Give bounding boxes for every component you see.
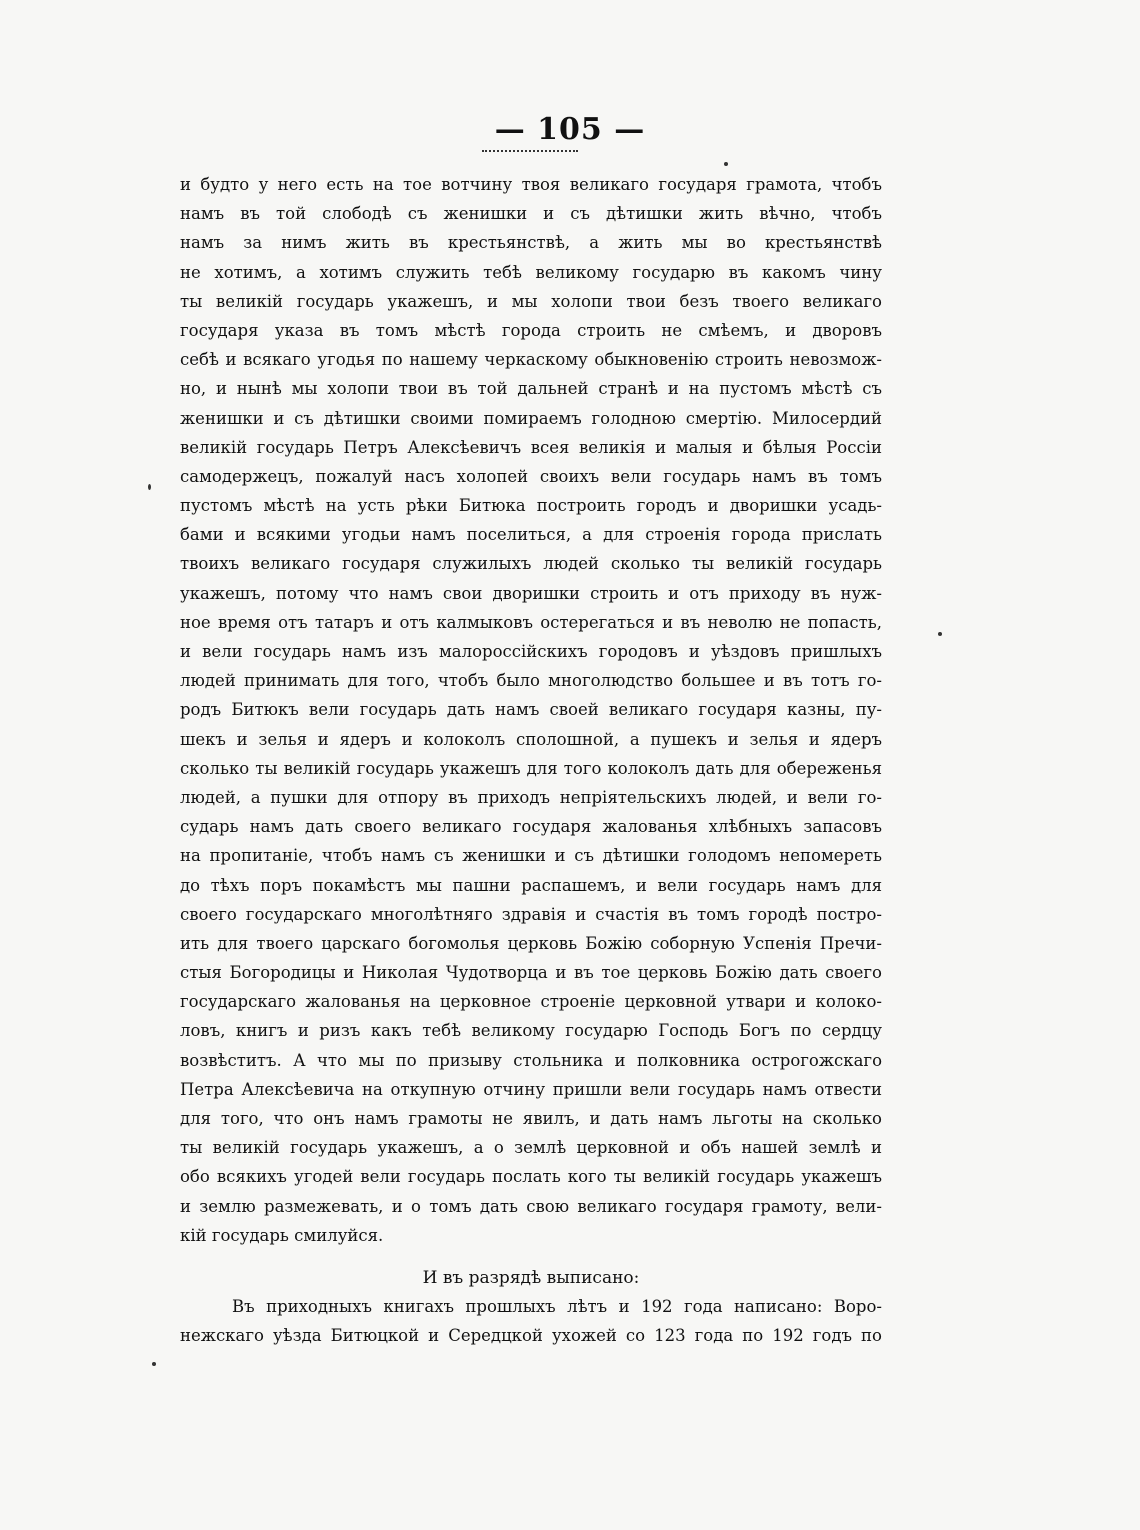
- text-line: ты великій государь укажешъ, а о землѣ церковной и объ нашей землѣ и: [180, 1138, 882, 1158]
- text-line: сколько ты великій государь укажешъ для того колоколъ дать для обереженья: [180, 758, 882, 778]
- text-line: Петра Алексѣевича на откупную отчину пришли вели государь намъ отвести: [180, 1079, 882, 1099]
- text-line: укажешъ, потому что намъ свои дворишки строить и отъ приходу въ нуж-: [180, 583, 882, 603]
- text-line: намъ въ той слободѣ съ женишки и съ дѣтишки жить вѣчно, чтобъ: [180, 204, 882, 224]
- text-line: твоихъ великаго государя служилыхъ людей сколько ты великій государь: [180, 554, 882, 574]
- text-line: самодержецъ, пожалуй насъ холопей своихъ вели государь намъ въ томъ: [180, 466, 882, 486]
- text-line: себѣ и всякаго угодья по нашему черкаскому обыкновенію строить невозмож-: [180, 350, 882, 370]
- text-line: Въ приходныхъ книгахъ прошлыхъ лѣтъ и 192 года написано: Воро-: [232, 1297, 882, 1316]
- text-line: людей принимать для того, чтобъ было многолюдство большее и въ тотъ го-: [180, 671, 882, 691]
- ink-speck: [148, 484, 151, 490]
- ink-speck: [724, 162, 728, 166]
- text-line: государя указа въ томъ мѣстѣ города строить не смѣемъ, и дворовъ: [180, 320, 882, 340]
- text-line: ты великій государь укажешъ, и мы холопи твои безъ твоего великаго: [180, 291, 882, 311]
- text-line: ить для твоего царскаго богомолья церковь Божію соборную Успенія Пречи-: [180, 933, 882, 953]
- text-line: бами и всякими угодьи намъ поселиться, а для строенія города прислать: [180, 525, 882, 545]
- text-line: женишки и съ дѣтишки своими помираемъ голодною смертію. Милосердий: [180, 408, 882, 428]
- text-line: не хотимъ, а хотимъ служить тебѣ великому государю въ какомъ чину: [180, 262, 882, 282]
- text-line: обо всякихъ угодей вели государь послать кого ты великій государь укажешъ: [180, 1167, 882, 1187]
- text-line: ное время отъ татаръ и отъ калмыковъ остерегаться и въ неволю не попасть,: [180, 612, 882, 632]
- page-number: — 105 —: [494, 112, 646, 147]
- text-line: на пропитаніе, чтобъ намъ съ женишки и съ дѣтишки голодомъ непомереть: [180, 846, 882, 866]
- text-line: сударь намъ дать своего великаго государя жалованья хлѣбныхъ запасовъ: [180, 817, 882, 837]
- ink-speck: [938, 632, 942, 636]
- text-line: но, и нынѣ мы холопи твои въ той дальней странѣ и на пустомъ мѣстѣ съ: [180, 379, 882, 399]
- text-line: пустомъ мѣстѣ на усть рѣки Битюка построить городъ и дворишки усадь-: [180, 496, 882, 516]
- text-line: возвѣститъ. А что мы по призыву стольника и полковника острогожскаго: [180, 1050, 882, 1070]
- second-paragraph: [180, 1292, 882, 1350]
- ink-speck: [152, 1362, 156, 1366]
- text-line: государскаго жалованья на церковное строеніе церковной утвари и колоко-: [180, 992, 882, 1012]
- body-text: [180, 170, 882, 1250]
- text-line: стыя Богородицы и Николая Чудотворца и въ тое церковь Божію дать своего: [180, 963, 882, 983]
- text-line: великій государь Петръ Алексѣевичъ всея великія и малыя и бѣлыя Россіи: [180, 437, 882, 457]
- text-line: для того, что онъ намъ грамоты не явилъ, и дать намъ льготы на сколько: [180, 1109, 882, 1128]
- text-line: до тѣхъ поръ покамѣстъ мы пашни распашемъ, и вели государь намъ для: [180, 875, 882, 895]
- text-line: шекъ и зелья и ядеръ и колоколъ сполошной, а пушекъ и зелья и ядеръ: [180, 729, 882, 749]
- text-line: кій государь смилуйся.: [180, 1225, 384, 1245]
- section-heading: И въ разрядѣ выписано:: [422, 1268, 640, 1288]
- text-line: намъ за нимъ жить въ крестьянствѣ, а жить мы во крестьянствѣ: [180, 233, 882, 253]
- text-line: и землю размежевать, и о томъ дать свою великаго государя грамоту, вели-: [180, 1196, 882, 1216]
- text-line: людей, а пушки для отпору въ приходъ непріятельскихъ людей, и вели го-: [180, 787, 882, 807]
- text-line: своего государскаго многолѣтняго здравія и счастія въ томъ городѣ постро-: [180, 904, 882, 924]
- page-number-underline: [482, 146, 578, 152]
- text-line: ловъ, книгъ и ризъ какъ тебѣ великому государю Господь Богъ по сердцу: [180, 1021, 882, 1041]
- text-line: нежскаго уѣзда Битюцкой и Середцкой ухожей со 123 года по 192 годъ по: [180, 1326, 882, 1346]
- text-line: родъ Битюкъ вели государь дать намъ своей великаго государя казны, пу-: [180, 700, 882, 720]
- text-line: и будто у него есть на тое вотчину твоя великаго государя грамота, чтобъ: [180, 175, 882, 194]
- text-line: и вели государь намъ изъ малороссійскихъ городовъ и уѣздовъ пришлыхъ: [180, 642, 882, 661]
